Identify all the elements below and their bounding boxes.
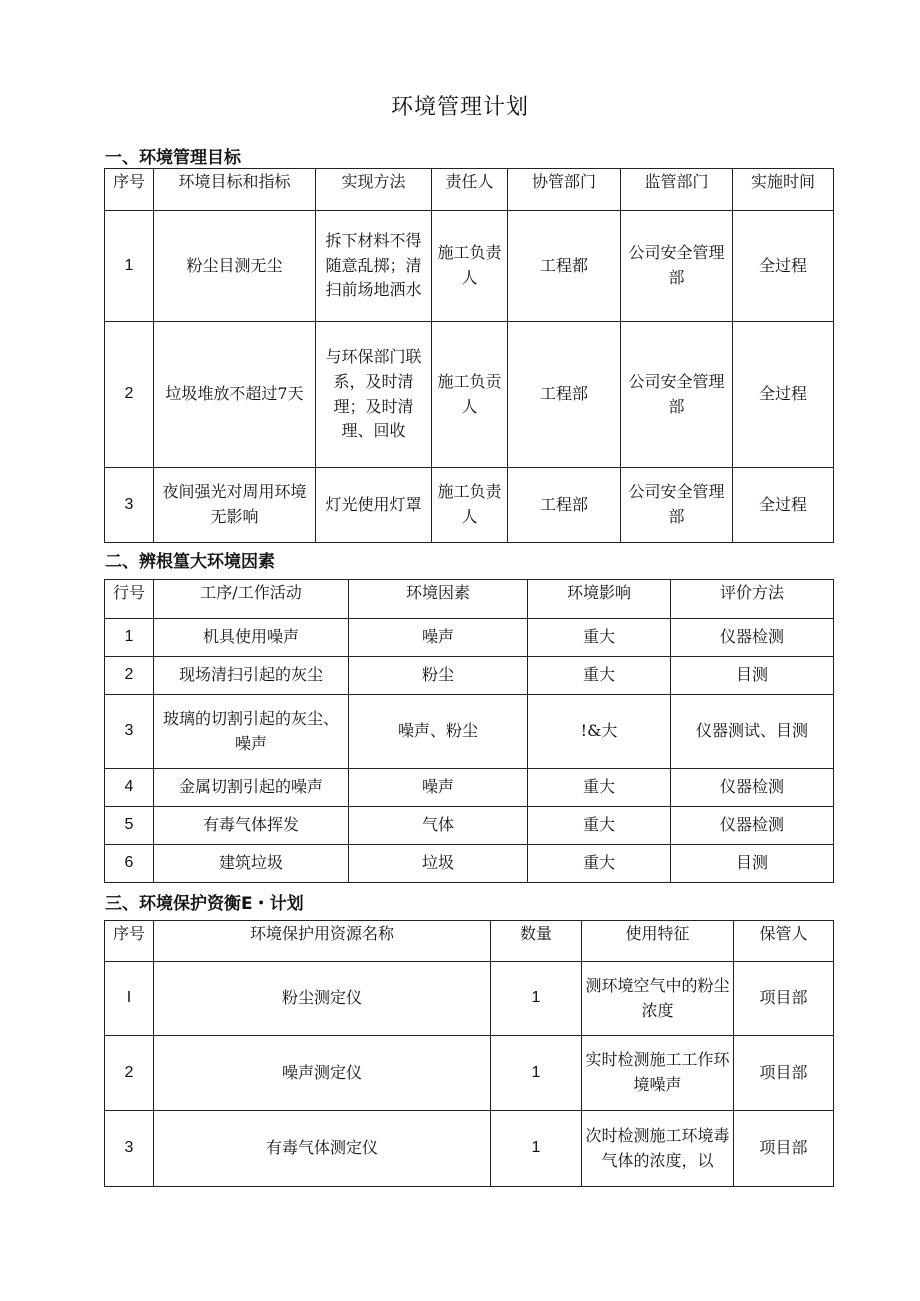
column-header: 行号 [105,580,154,619]
table-row [105,1036,834,1111]
impact-cell: 重大 [528,807,671,845]
column-header: 实现方法 [316,169,432,211]
method-cell: 拆下材料不得随意乱掷；清扫前场地洒水 [316,211,432,322]
column-header: 环境保护用资源名称 [154,921,491,962]
column-header: 序号 [105,169,154,211]
column-header: 工序/工作活动 [154,580,349,619]
activity-cell: 现场清扫引起的灰尘 [154,657,349,695]
quantity-cell: 1 [491,1036,582,1111]
method-cell: 灯光使用灯罩 [316,468,432,543]
evaluation-cell: 目测 [671,657,834,695]
column-header: 责任人 [432,169,508,211]
time-cell: 全过程 [733,468,834,543]
section-heading-factors: 二、辨根篁大环境因素 [105,552,275,572]
factor-cell: 噪声 [349,769,528,807]
goal-cell: 夜间强光对周用环境无影响 [154,468,316,543]
table-header-row [105,169,834,211]
environmental-factors-table [104,579,834,883]
table-row [105,962,834,1036]
usage-cell: 实时检测施工工作环境噪声 [582,1036,734,1111]
activity-cell: 玻璃的切割引起的灰尘、噪声 [154,695,349,769]
resource-name-cell: 有毒气体测定仪 [154,1111,491,1187]
table-row [105,1111,834,1187]
row-number: 2 [105,322,154,468]
evaluation-cell: 仪器检测 [671,619,834,657]
table-row [105,211,834,322]
evaluation-cell: 仪器测试、目测 [671,695,834,769]
table-header-row [105,580,834,619]
supervise-dept-cell: 公司安全管理部 [621,322,733,468]
time-cell: 全过程 [733,211,834,322]
column-header: 环境目标和指标 [154,169,316,211]
column-header: 实施时间 [733,169,834,211]
usage-cell: 次时检测施工环境毒气体的浓度，以 [582,1111,734,1187]
impact-cell: 重大 [528,619,671,657]
row-number: 4 [105,769,154,807]
keeper-cell: 项目部 [734,962,834,1036]
column-header: 使用特征 [582,921,734,962]
page-title: 环境管理计划 [390,95,529,120]
time-cell: 全过程 [733,322,834,468]
quantity-cell: 1 [491,1111,582,1187]
row-number: 2 [105,1036,154,1111]
table-row [105,619,834,657]
row-number: 1 [105,211,154,322]
responsible-cell: 施工负责人 [432,468,508,543]
activity-cell: 建筑垃圾 [154,845,349,883]
assist-dept-cell: 工程都 [508,211,621,322]
activity-cell: 金属切割引起的噪声 [154,769,349,807]
row-number: 3 [105,468,154,543]
factor-cell: 垃圾 [349,845,528,883]
table-header-row [105,921,834,962]
usage-cell: 测环境空气中的粉尘浓度 [582,962,734,1036]
column-header: 协管部门 [508,169,621,211]
activity-cell: 机具使用噪声 [154,619,349,657]
column-header: 序号 [105,921,154,962]
resource-plan-table [104,920,834,1187]
section-heading-goals: 一、环境管理目标 [105,148,241,168]
factor-cell: 气体 [349,807,528,845]
quantity-cell: 1 [491,962,582,1036]
table-row [105,695,834,769]
row-number: 5 [105,807,154,845]
activity-cell: 有毒气体挥发 [154,807,349,845]
environment-goals-table [104,168,834,543]
row-number: 1 [105,619,154,657]
keeper-cell: 项目部 [734,1111,834,1187]
factor-cell: 噪声 [349,619,528,657]
impact-cell: !&大 [528,695,671,769]
table-row [105,322,834,468]
assist-dept-cell: 工程部 [508,322,621,468]
resource-name-cell: 粉尘测定仪 [154,962,491,1036]
column-header: 环境影响 [528,580,671,619]
table-row [105,657,834,695]
row-number: 3 [105,695,154,769]
column-header: 保管人 [734,921,834,962]
method-cell: 与环保部门联系，及时清理；及时清理、回收 [316,322,432,468]
assist-dept-cell: 工程部 [508,468,621,543]
table-row [105,769,834,807]
responsible-cell: 施工负贡人 [432,322,508,468]
impact-cell: 重大 [528,657,671,695]
row-number: 3 [105,1111,154,1187]
column-header: 监管部门 [621,169,733,211]
goal-cell: 垃圾堆放不超过7天 [154,322,316,468]
supervise-dept-cell: 公司安全管理部 [621,211,733,322]
evaluation-cell: 目测 [671,845,834,883]
goal-cell: 粉尘目测无尘 [154,211,316,322]
section-heading-resources: 三、环境保护资衡E・计划 [105,894,304,914]
column-header: 数量 [491,921,582,962]
supervise-dept-cell: 公司安全管理部 [621,468,733,543]
responsible-cell: 施工负责人 [432,211,508,322]
evaluation-cell: 仪器检测 [671,769,834,807]
keeper-cell: 项目部 [734,1036,834,1111]
row-number: I [105,962,154,1036]
table-row [105,807,834,845]
evaluation-cell: 仪器检测 [671,807,834,845]
impact-cell: 重大 [528,769,671,807]
row-number: 2 [105,657,154,695]
row-number: 6 [105,845,154,883]
impact-cell: 重大 [528,845,671,883]
factor-cell: 粉尘 [349,657,528,695]
column-header: 环境因素 [349,580,528,619]
table-row [105,845,834,883]
column-header: 评价方法 [671,580,834,619]
factor-cell: 噪声、粉尘 [349,695,528,769]
table-row [105,468,834,543]
resource-name-cell: 噪声测定仪 [154,1036,491,1111]
